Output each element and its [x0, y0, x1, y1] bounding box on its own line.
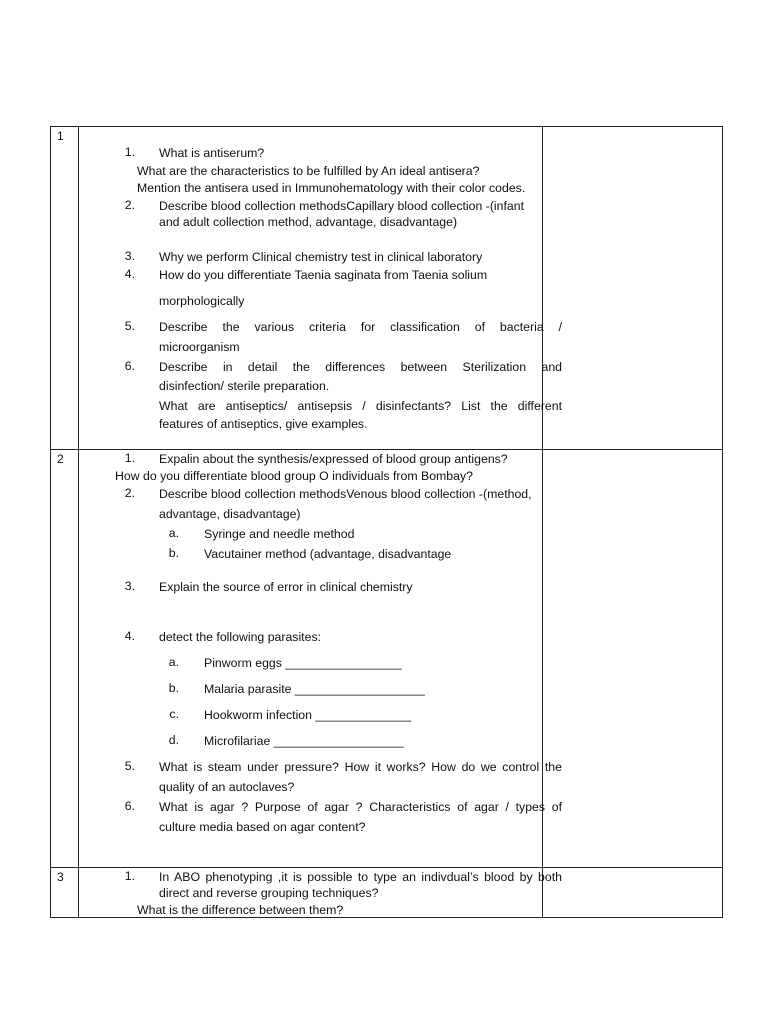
list-marker: 6. [124, 359, 135, 373]
answer-cell [543, 450, 723, 868]
list-marker: 2. [124, 486, 135, 500]
questions-cell [79, 868, 562, 918]
row-number: 2 [57, 452, 64, 466]
list-marker: c. [169, 707, 179, 721]
table-row [51, 868, 723, 918]
list-marker: 4. [124, 629, 135, 643]
question-line: In ABO phenotyping ,it is possible to type an indivdual’s blood by both [159, 870, 562, 884]
question-line: quality of an autoclaves? [159, 780, 295, 794]
question-line: culture media based on agar content? [159, 820, 366, 834]
question-line: Pinworm eggs _________________ [204, 656, 402, 670]
questions-cell [79, 450, 562, 868]
question-line: What is antiserum? [159, 146, 265, 160]
question-line: Malaria parasite ___________________ [204, 682, 425, 696]
questions-cell [79, 127, 562, 450]
questions-table [50, 126, 723, 918]
question-line: What is the difference between them? [137, 903, 344, 917]
question-line: Vacutainer method (advantage, disadvantage [204, 547, 452, 561]
list-marker: b. [168, 681, 179, 695]
question-line: Hookworm infection ______________ [204, 708, 412, 722]
question-line: Describe blood collection methodsVenous blood collection -(method, [159, 487, 532, 501]
question-line: features of antiseptics, give examples. [159, 417, 368, 431]
question-line: Why we perform Clinical chemistry test in clinical laboratory [159, 250, 483, 264]
list-marker: 3. [124, 249, 135, 263]
question-line: Mention the antisera used in Immunohematology with their color codes. [137, 181, 526, 195]
question-line: Explain the source of error in clinical chemistry [159, 580, 413, 594]
question-line: Microfilariae ___________________ [204, 734, 404, 748]
list-marker: b. [168, 546, 179, 560]
table-row [51, 450, 723, 868]
question-line: detect the following parasites: [159, 630, 322, 644]
question-line: morphologically [159, 294, 245, 308]
question-line: Syringe and needle method [204, 527, 355, 541]
question-line: advantage, disadvantage) [159, 507, 301, 521]
question-line: direct and reverse grouping techniques? [159, 886, 379, 900]
list-marker: d. [168, 733, 179, 747]
question-line: Expalin about the synthesis/expressed of blood group antigens? [159, 452, 508, 466]
list-marker: a. [168, 526, 179, 540]
list-marker: 6. [124, 799, 135, 813]
question-line: and adult collection method, advantage, disadvantage) [159, 215, 458, 229]
question-line: What are the characteristics to be fulfilled by An ideal antisera? [137, 164, 480, 178]
question-line: Describe blood collection methodsCapillary blood collection -(infant [159, 199, 524, 213]
answer-cell [543, 868, 723, 918]
question-line: disinfection/ sterile preparation. [159, 379, 330, 393]
question-line: What is agar ? Purpose of agar ? Characteristics of agar / types of [159, 800, 562, 814]
list-marker: 3. [124, 579, 135, 593]
list-marker: 1. [124, 869, 135, 883]
question-line: How do you differentiate Taenia saginata from Taenia solium [159, 268, 488, 282]
question-line: What are antiseptics/ antisepsis / disinfectants? List the different [159, 399, 562, 413]
question-line: How do you differentiate blood group O individuals from Bombay? [115, 469, 473, 483]
row-number-cell [51, 127, 79, 450]
list-marker: 2. [124, 198, 135, 212]
answer-cell [543, 127, 723, 450]
row-number-cell [51, 868, 79, 918]
row-number-cell [51, 450, 79, 868]
list-marker: 1. [124, 451, 135, 465]
question-line: Describe the various criteria for classification of bacteria / [159, 320, 562, 334]
question-line: What is steam under pressure? How it works? How do we control the [159, 760, 562, 774]
list-marker: a. [168, 655, 179, 669]
list-marker: 1. [124, 145, 135, 159]
table-row [51, 127, 723, 450]
list-marker: 5. [124, 319, 135, 333]
list-marker: 4. [124, 267, 135, 281]
question-line: Describe in detail the differences between Sterilization and [159, 360, 562, 374]
list-marker: 5. [124, 759, 135, 773]
question-line: microorganism [159, 340, 240, 354]
row-number: 3 [57, 870, 64, 884]
row-number: 1 [57, 129, 64, 143]
